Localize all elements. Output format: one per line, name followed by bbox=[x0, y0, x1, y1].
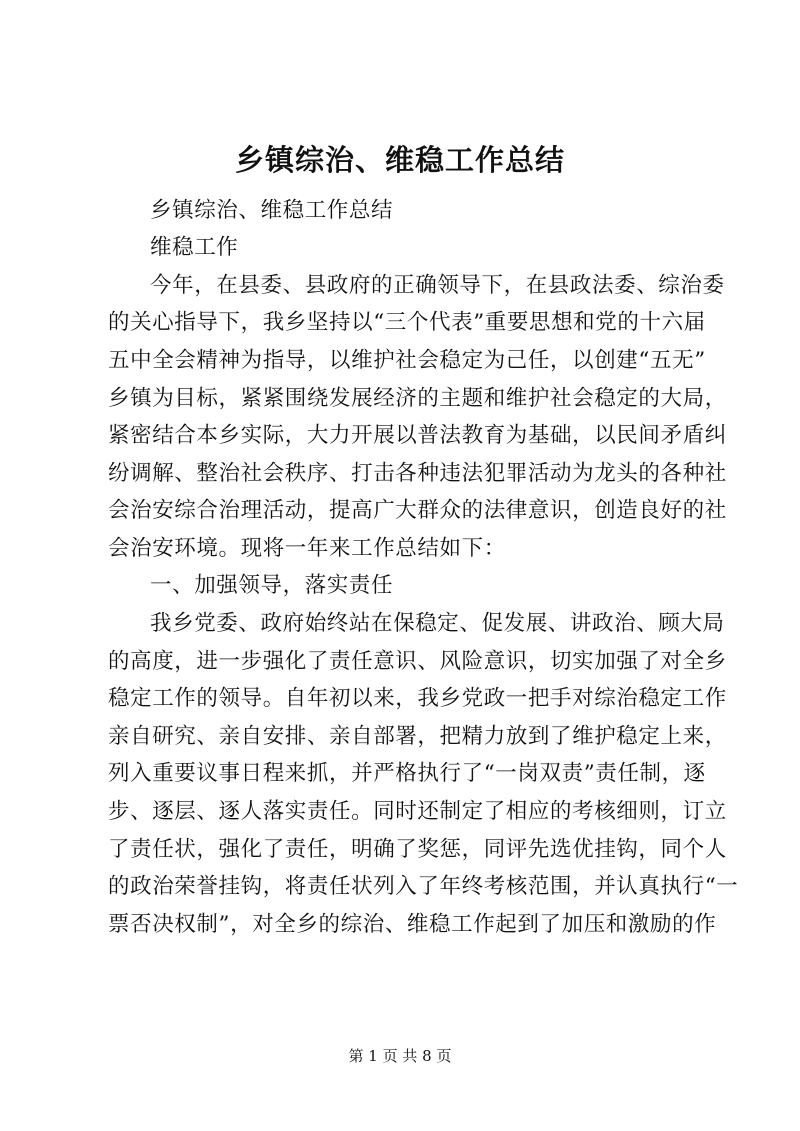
paragraph-line: 五中全会精神为指导，以维护社会稳定为己任，以创建“五无” bbox=[108, 348, 706, 373]
paragraph-line: 了责任状，强化了责任，明确了奖惩，同评先选优挂钩，同个人 bbox=[108, 837, 727, 862]
paragraph-line: 稳定工作的领导。自年初以来，我乡党政一把手对综治稳定工作 bbox=[108, 686, 727, 711]
paragraph-line: 我乡党委、政府始终站在保稳定、促发展、讲政治、顾大局 bbox=[150, 611, 725, 636]
paragraph-line: 纷调解、整治社会秩序、打击各种违法犯罪活动为龙头的各种社 bbox=[108, 461, 727, 486]
paragraph-line: 亲自研究、亲自安排、亲自部署，把精力放到了维护稳定上来， bbox=[108, 724, 727, 749]
paragraph-line: 今年，在县委、县政府的正确领导下，在县政法委、综治委 bbox=[150, 273, 725, 298]
paragraph-line: 紧密结合本乡实际，大力开展以普法教育为基础，以民间矛盾纠 bbox=[108, 423, 727, 448]
subtitle-line: 乡镇综治、维稳工作总结 bbox=[150, 198, 394, 223]
paragraph-line: 会治安环境。现将一年来工作总结如下： bbox=[108, 536, 506, 561]
paragraph-line: 步、逐层、逐人落实责任。同时还制定了相应的考核细则，订立 bbox=[108, 799, 727, 824]
paragraph-line: 乡镇为目标，紧紧围绕发展经济的主题和维护社会稳定的大局， bbox=[108, 386, 727, 411]
paragraph-line: 会治安综合治理活动，提高广大群众的法律意识，创造良好的社 bbox=[108, 498, 727, 523]
paragraph-line: 列入重要议事日程来抓，并严格执行了“一岗双责”责任制，逐 bbox=[108, 761, 706, 786]
section-heading-line: 一、加强领导，落实责任 bbox=[150, 573, 394, 598]
paragraph-line: 票否决权制”，对全乡的综治、维稳工作起到了加压和激励的作 bbox=[108, 912, 717, 937]
paragraph-line: 的高度，进一步强化了责任意识、风险意识，切实加强了对全乡 bbox=[108, 649, 727, 674]
paragraph-line: 的政治荣誉挂钩，将责任状列入了年终考核范围，并认真执行“一 bbox=[108, 874, 739, 899]
section-label-line: 维稳工作 bbox=[150, 235, 239, 260]
document-title: 乡镇综治、维稳工作总结 bbox=[234, 143, 565, 177]
page-number-footer: 第 1 页 共 8 页 bbox=[348, 1047, 452, 1065]
paragraph-line: 的关心指导下，我乡坚持以“三个代表”重要思想和党的十六届 bbox=[108, 310, 706, 335]
